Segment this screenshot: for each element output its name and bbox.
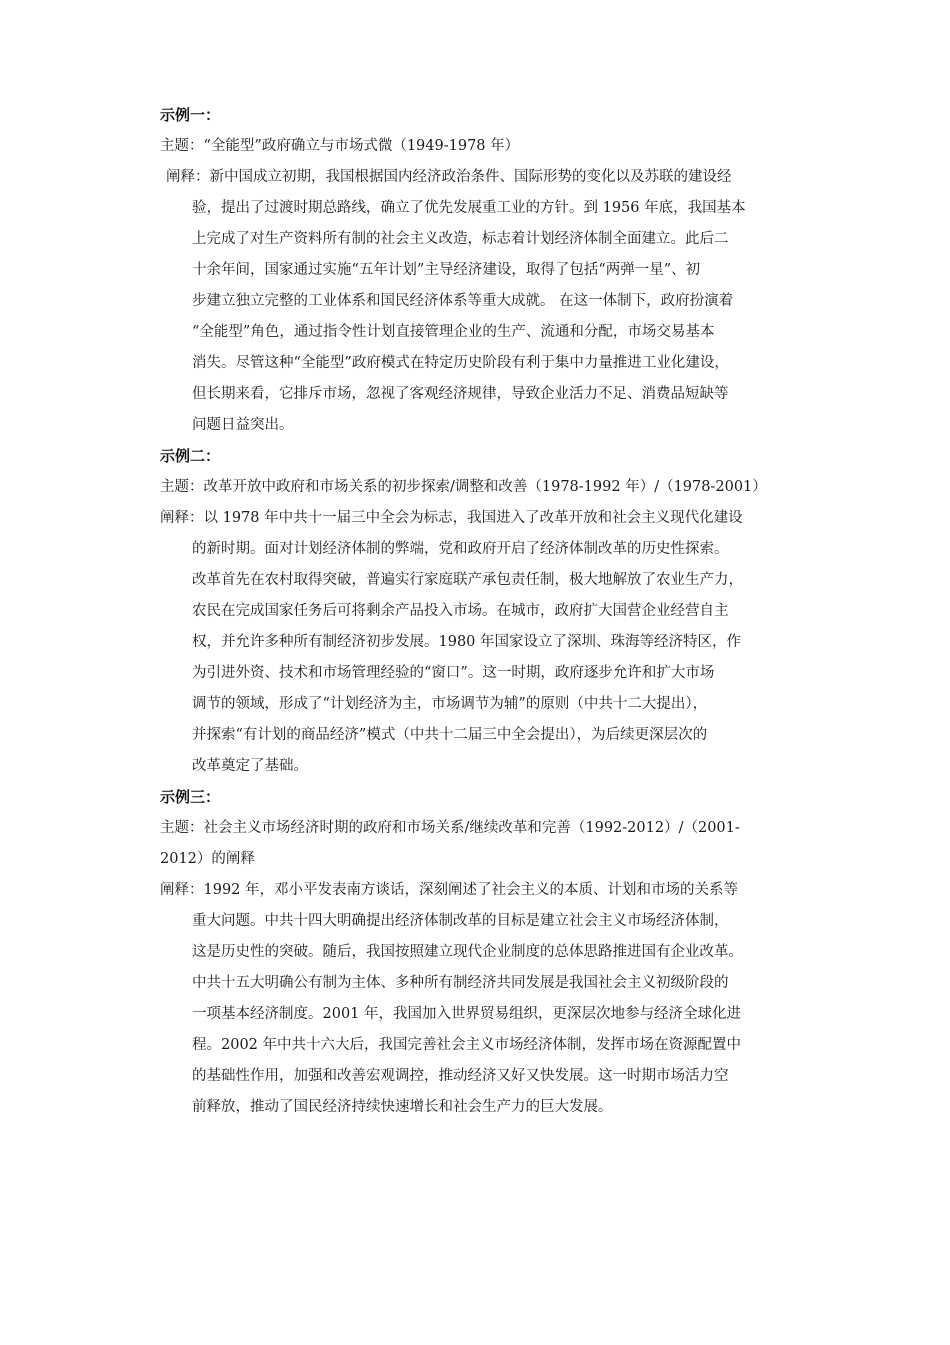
explanation-line: 调节的领域，形成了“计划经济为主，市场调节为辅”的原则（中共十二大提出），: [192, 696, 708, 712]
example-heading: 示例二：: [160, 447, 221, 465]
explanation-line: 改革奠定了基础。: [192, 758, 308, 774]
explanation-line: 的基础性作用，加强和改善宏观调控，推动经济又好又快发展。这一时期市场活力空: [192, 1068, 729, 1084]
explanation-line: 阐释：1992 年，邓小平发表南方谈话，深刻阐述了社会主义的本质、计划和市场的关系等: [160, 882, 739, 898]
example-three: [160, 782, 800, 1123]
explanation-line: 十余年间，国家通过实施“五年计划”主导经济建设，取得了包括“两弹一星”、初: [192, 262, 701, 278]
explanation-line: 消失。尽管这种“全能型”政府模式在特定历史阶段有利于集中力量推进工业化建设，: [192, 355, 729, 371]
example-heading: 示例三：: [160, 788, 221, 806]
explanation-line: 步建立独立完整的工业体系和国民经济体系等重大成就。 在这一体制下，政府扮演着: [192, 293, 734, 309]
explanation-line: 一项基本经济制度。2001 年，我国加入世界贸易组织，更深层次地参与经济全球化进: [192, 1006, 742, 1022]
explanation-line: 为引进外资、技术和市场管理经验的“窗口”。这一时期，政府逐步允许和扩大市场: [192, 665, 715, 681]
explanation-line: 阐释：以 1978 年中共十一届三中全会为标志，我国进入了改革开放和社会主义现代化建设: [160, 510, 743, 526]
example-two: [160, 441, 800, 782]
explanation-line: 权，并允许多种所有制经济初步发展。1980 年国家设立了深圳、珠海等经济特区，作: [192, 634, 742, 650]
topic-line: 主题：改革开放中政府和市场关系的初步探索/调整和改善（1978-1992 年）/（1978-2001）: [160, 479, 767, 495]
topic-line: 主题：社会主义市场经济时期的政府和市场关系/继续改革和完善（1992-2012）/（2001-: [160, 820, 740, 836]
explanation-line: 阐释：新中国成立初期，我国根据国内经济政治条件、国际形势的变化以及苏联的建设经: [166, 169, 732, 185]
explanation-line: 中共十五大明确公有制为主体、多种所有制经济共同发展是我国社会主义初级阶段的: [192, 975, 729, 991]
explanation-line: 问题日益突出。: [192, 417, 294, 433]
topic-line: 2012）的阐释: [160, 851, 255, 867]
explanation-line: 程。2002 年中共十六大后，我国完善社会主义市场经济体制，发挥市场在资源配置中: [192, 1037, 742, 1053]
explanation-line: 农民在完成国家任务后可将剩余产品投入市场。在城市，政府扩大国营企业经营自主: [192, 603, 729, 619]
explanation-line: 验，提出了过渡时期总路线，确立了优先发展重工业的方针。到 1956 年底，我国基本: [192, 200, 746, 216]
explanation-line: 重大问题。中共十四大明确提出经济体制改革的目标是建立社会主义市场经济体制，: [192, 913, 729, 929]
example-heading: 示例一：: [160, 106, 221, 124]
example-one: [160, 100, 800, 441]
explanation-line: 但长期来看，它排斥市场，忽视了客观经济规律，导致企业活力不足、消费品短缺等: [192, 386, 729, 402]
explanation-line: 改革首先在农村取得突破，普遍实行家庭联产承包责任制，极大地解放了农业生产力，: [192, 572, 743, 588]
explanation-line: 这是历史性的突破。随后，我国按照建立现代企业制度的总体思路推进国有企业改革。: [192, 944, 743, 960]
document-page: [160, 100, 800, 1123]
explanation-line: “全能型”角色，通过指令性计划直接管理企业的生产、流通和分配，市场交易基本: [192, 324, 715, 340]
explanation-line: 上完成了对生产资料所有制的社会主义改造，标志着计划经济体制全面建立。此后二: [192, 231, 729, 247]
explanation-line: 并探索“有计划的商品经济”模式（中共十二届三中全会提出），为后续更深层次的: [192, 727, 708, 743]
explanation-line: 前释放，推动了国民经济持续快速增长和社会生产力的巨大发展。: [192, 1099, 613, 1115]
topic-line: 主题：“全能型”政府确立与市场式微（1949-1978 年）: [160, 138, 520, 154]
explanation-line: 的新时期。面对计划经济体制的弊端，党和政府开启了经济体制改革的历史性探索。: [192, 541, 729, 557]
